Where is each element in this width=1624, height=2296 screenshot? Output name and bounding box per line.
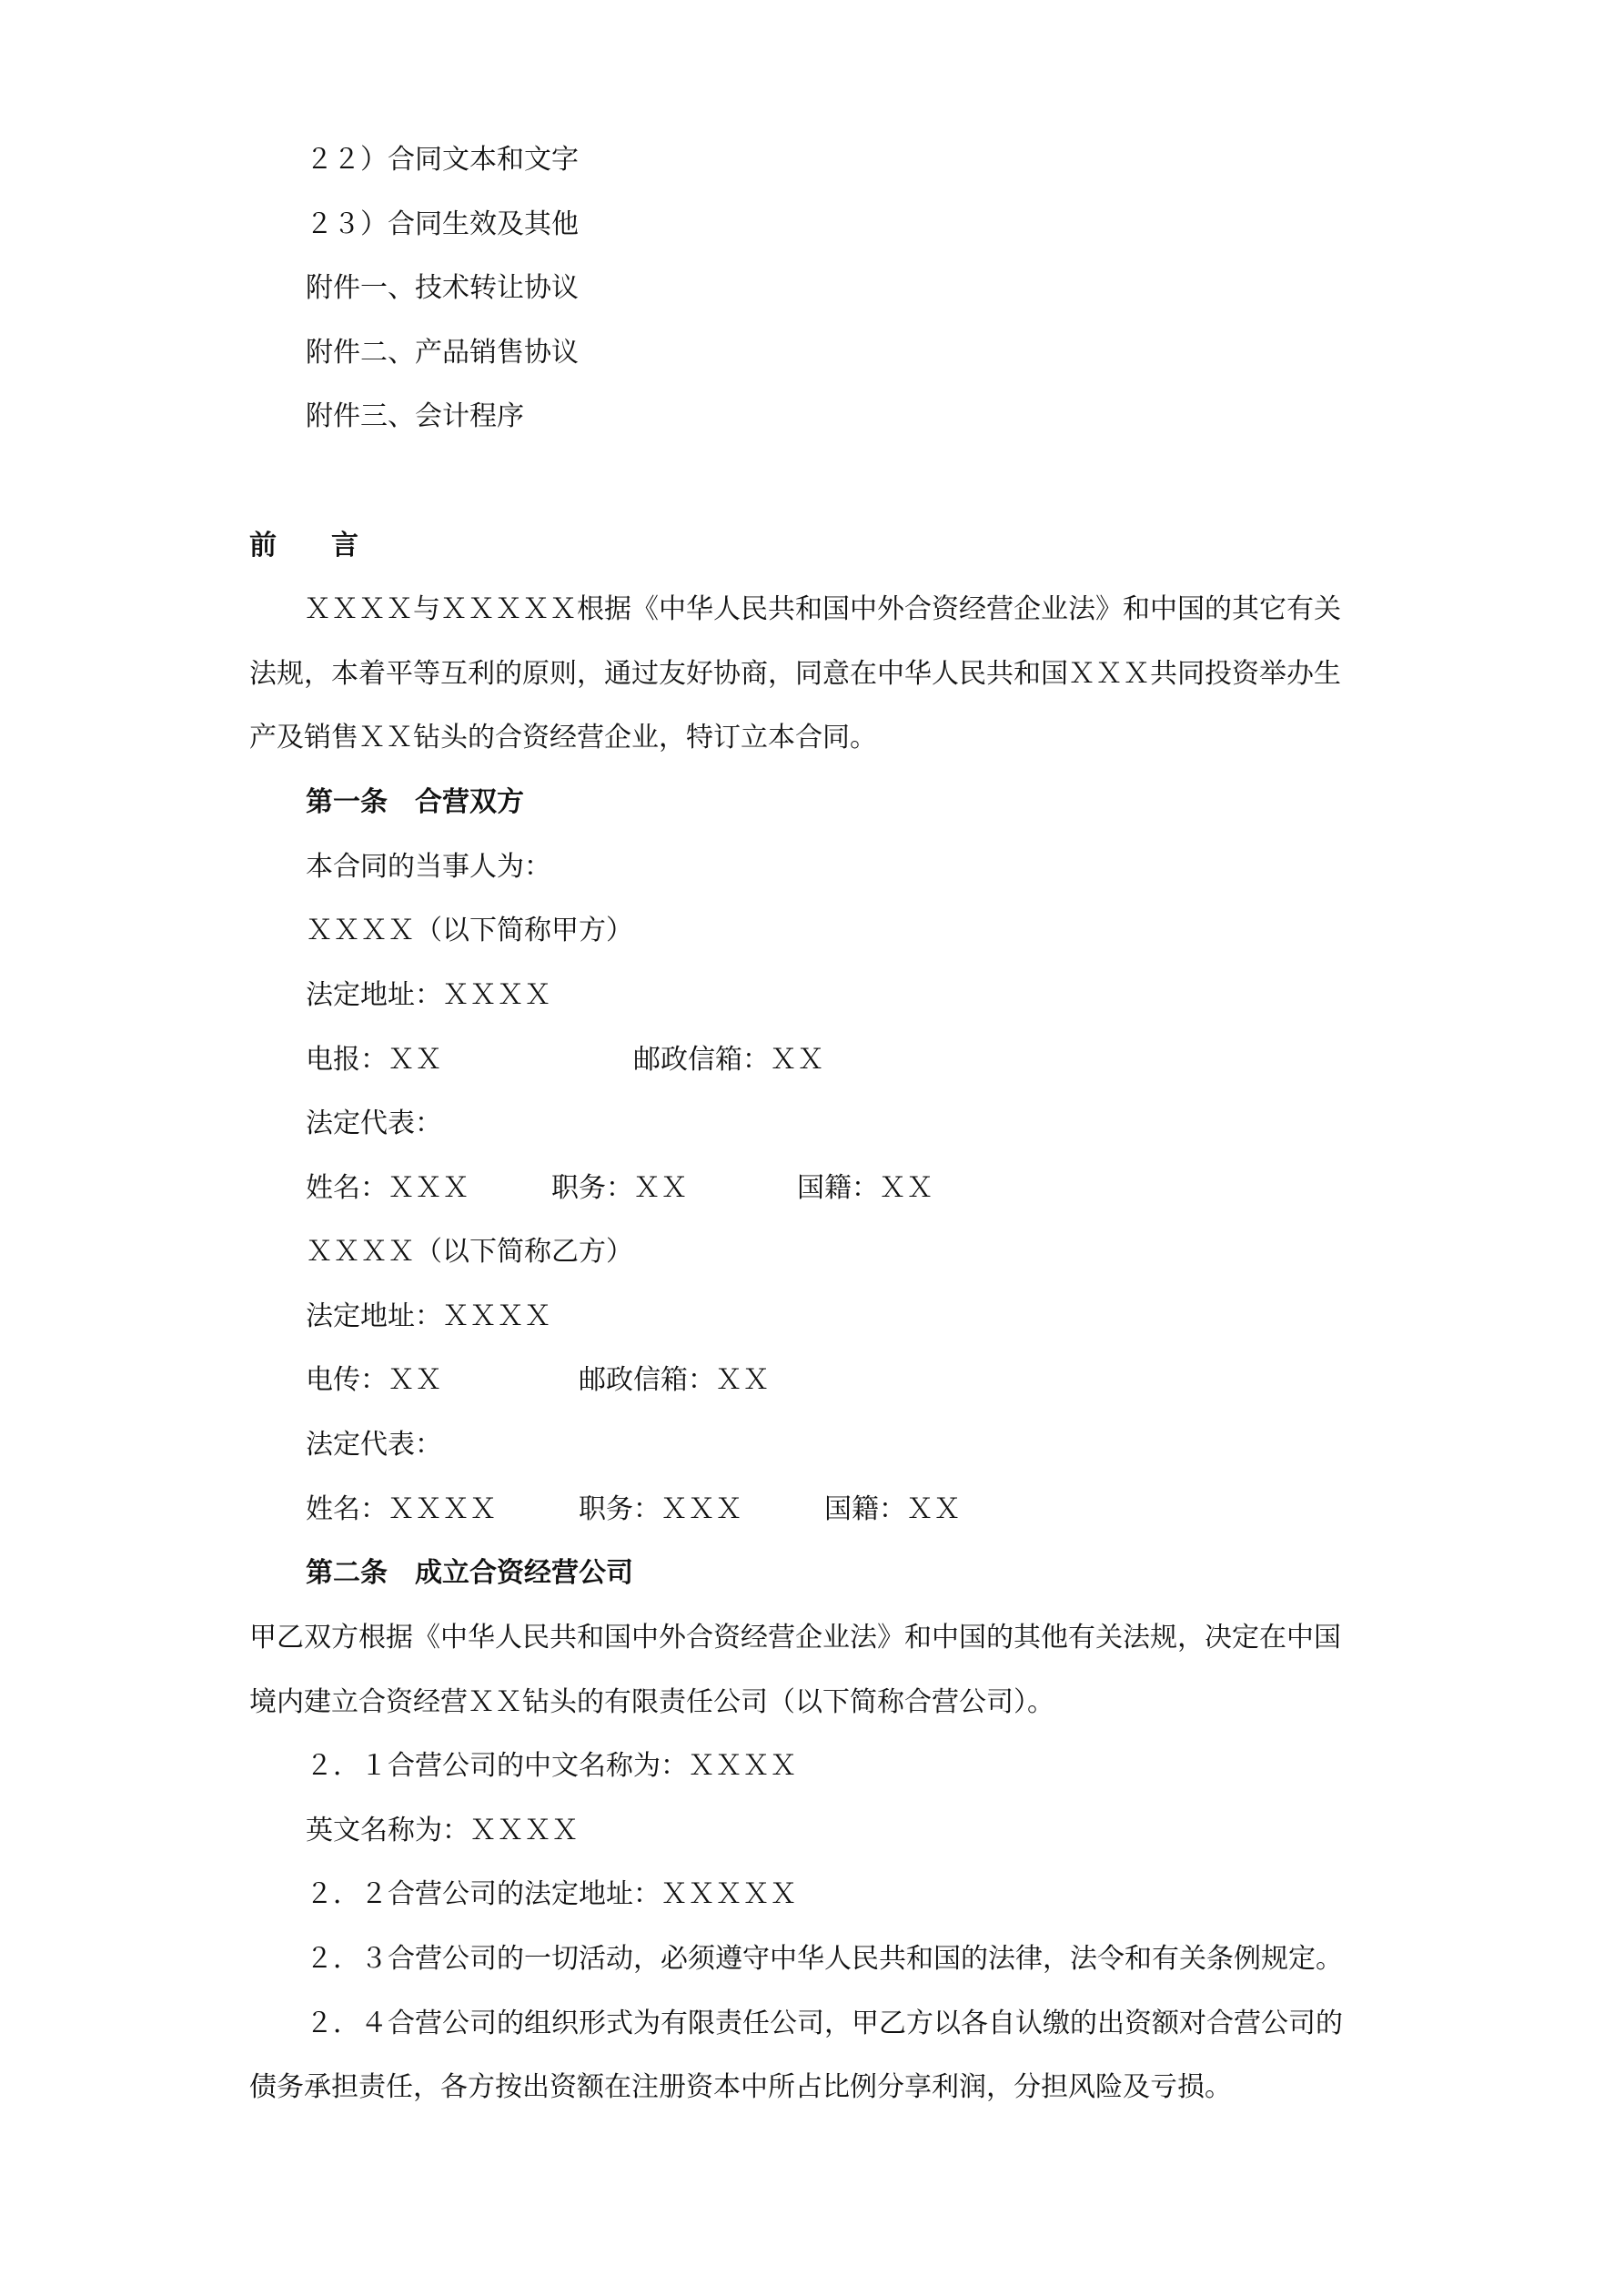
article-2-item-4-line: 债务承担责任，各方按出资额在注册资本中所占比例分享利润，分担风险及亏损。 — [249, 2071, 1232, 2103]
article-2-item: ２．３合营公司的一切活动，必须遵守中华人民共和国的法律，法令和有关条例规定。 — [306, 1943, 1343, 1975]
article-1-line: 姓名：ＸＸＸ 职务：ＸＸ 国籍：ＸＸ — [306, 1172, 933, 1204]
article-1-line: 本合同的当事人为： — [306, 851, 551, 883]
article-1-line: ＸＸＸＸ（以下简称甲方） — [306, 915, 633, 946]
article-1-line: 法定代表： — [306, 1108, 442, 1139]
article-2-item: ２．１合营公司的中文名称为：ＸＸＸＸ — [306, 1750, 797, 1782]
article-1-line: 法定地址：ＸＸＸＸ — [306, 1300, 551, 1332]
article-2-heading: 第二条 成立合资经营公司 — [306, 1557, 633, 1589]
article-2-intro-line: 境内建立合资经营ＸＸ钻头的有限责任公司（以下简称合营公司）。 — [249, 1686, 1054, 1718]
toc-item: 附件二、产品销售协议 — [306, 337, 579, 369]
article-1-line: 法定地址：ＸＸＸＸ — [306, 979, 551, 1011]
article-1-line: 电传：ＸＸ 邮政信箱：ＸＸ — [306, 1364, 770, 1396]
article-1-line: 电报：ＸＸ 邮政信箱：ＸＸ — [306, 1044, 824, 1076]
article-2-intro-line: 甲乙双方根据《中华人民共和国中外合资经营企业法》和中国的其他有关法规，决定在中国 — [249, 1622, 1341, 1654]
toc-item: 附件三、会计程序 — [306, 400, 524, 432]
toc-item: 附件一、技术转让协议 — [306, 272, 579, 304]
toc-item: ２２）合同文本和文字 — [306, 144, 579, 176]
preface-paragraph-line: 产及销售ＸＸ钻头的合资经营企业，特订立本合同。 — [249, 722, 877, 754]
article-2-item: 英文名称为：ＸＸＸＸ — [306, 1815, 579, 1846]
article-1-line: 姓名：ＸＸＸＸ 职务：ＸＸＸ 国籍：ＸＸ — [306, 1493, 961, 1525]
toc-item: ２３）合同生效及其他 — [306, 208, 579, 240]
preface-paragraph-line: ＸＸＸＸ与ＸＸＸＸＸ根据《中华人民共和国中外合资经营企业法》和中国的其它有关 — [249, 593, 1341, 625]
article-1-line: 法定代表： — [306, 1429, 442, 1461]
article-2-item: ２．２合营公司的法定地址：ＸＸＸＸＸ — [306, 1878, 797, 1910]
article-1-heading: 第一条 合营双方 — [306, 786, 524, 818]
article-2-item-4-line: ２．４合营公司的组织形式为有限责任公司，甲乙方以各自认缴的出资额对合营公司的 — [306, 2008, 1343, 2039]
preface-heading: 前 言 — [249, 530, 358, 561]
article-1-line: ＸＸＸＸ（以下简称乙方） — [306, 1236, 633, 1268]
preface-paragraph-line: 法规，本着平等互利的原则，通过友好协商，同意在中华人民共和国ＸＸＸ共同投资举办生 — [249, 658, 1341, 690]
